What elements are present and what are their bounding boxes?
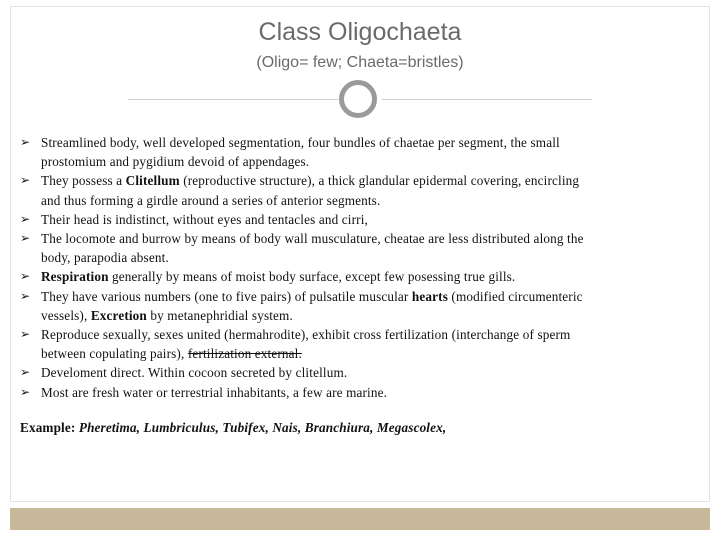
bullet-item xyxy=(20,267,710,286)
title-divider-right xyxy=(382,99,592,100)
arrow-bullet-icon: ➢ xyxy=(20,384,31,399)
bullet-list xyxy=(20,133,710,402)
bullet-text: The locomote and burrow by means of body wall musculature, cheatae are less distributed along the xyxy=(41,231,584,247)
arrow-bullet-icon: ➢ xyxy=(20,231,31,246)
bullet-item xyxy=(20,383,710,402)
arrow-bullet-icon: ➢ xyxy=(20,327,31,342)
bullet-text: Reproduce sexually, sexes united (hermahrodite), exhibit cross fertilization (interchange of sperm xyxy=(41,327,571,343)
bullet-keyword: Respiration xyxy=(41,269,109,285)
bullet-text: and thus forming a girdle around a series of anterior segments. xyxy=(41,192,381,208)
bullet-text: by metanephridial system. xyxy=(146,307,293,323)
bullet-text: (reproductive structure), a thick glandular epidermal covering, encircling xyxy=(179,173,580,189)
slide-subtitle: (Oligo= few; Chaeta=bristles) xyxy=(256,54,464,71)
ring-ornament-icon xyxy=(339,80,377,118)
arrow-bullet-icon: ➢ xyxy=(20,135,31,149)
example-line xyxy=(20,420,710,436)
bullet-text: They have various numbers (one to five pairs) of pulsatile muscular xyxy=(41,288,412,304)
bullet-text: body, parapodia absent. xyxy=(41,250,169,266)
title-divider-left xyxy=(128,99,338,100)
bullet-keyword: Excretion xyxy=(90,307,147,323)
bullet-text: Most are fresh water or terrestrial inhabitants, a few are marine. xyxy=(41,384,388,400)
bullet-item xyxy=(20,229,710,267)
bullet-text: generally by means of moist body surface, except few posessing true gills. xyxy=(108,269,516,285)
arrow-bullet-icon: ➢ xyxy=(20,211,31,226)
bullet-keyword: Clitellum xyxy=(125,173,180,189)
bullet-item xyxy=(20,363,710,382)
bullet-text: Develoment direct. Within cocoon secreted by clitellum. xyxy=(41,365,348,381)
arrow-bullet-icon: ➢ xyxy=(20,173,31,188)
footer-bar xyxy=(10,508,710,530)
struck-text: fertilization external. xyxy=(187,346,302,362)
bullet-item xyxy=(20,171,710,209)
bullet-text: between copulating pairs), xyxy=(41,346,188,362)
arrow-bullet-icon: ➢ xyxy=(20,288,31,303)
arrow-bullet-icon: ➢ xyxy=(20,269,31,284)
arrow-bullet-icon: ➢ xyxy=(20,365,31,380)
bullet-text: prostomium and pygidium devoid of appendages. xyxy=(41,154,310,170)
example-label: Example: xyxy=(20,420,79,435)
bullet-item xyxy=(20,325,710,363)
bullet-item xyxy=(20,210,710,229)
bullet-text: They possess a xyxy=(41,173,126,189)
bullet-text: Their head is indistinct, without eyes and tentacles and cirri, xyxy=(41,211,368,227)
bullet-item xyxy=(20,133,710,171)
slide-title: Class Oligochaeta xyxy=(258,18,462,46)
bullet-text: Streamlined body, well developed segmentation, four bundles of chaetae per segment, the small xyxy=(41,135,560,150)
bullet-text: vessels), xyxy=(41,307,91,323)
bullet-text: (modified circumenteric xyxy=(447,288,583,304)
bullet-keyword: hearts xyxy=(411,288,448,304)
example-genera: Pheretima, Lumbriculus, Tubifex, Nais, Branchiura, Megascolex, xyxy=(78,420,447,435)
bullet-item xyxy=(20,287,710,325)
